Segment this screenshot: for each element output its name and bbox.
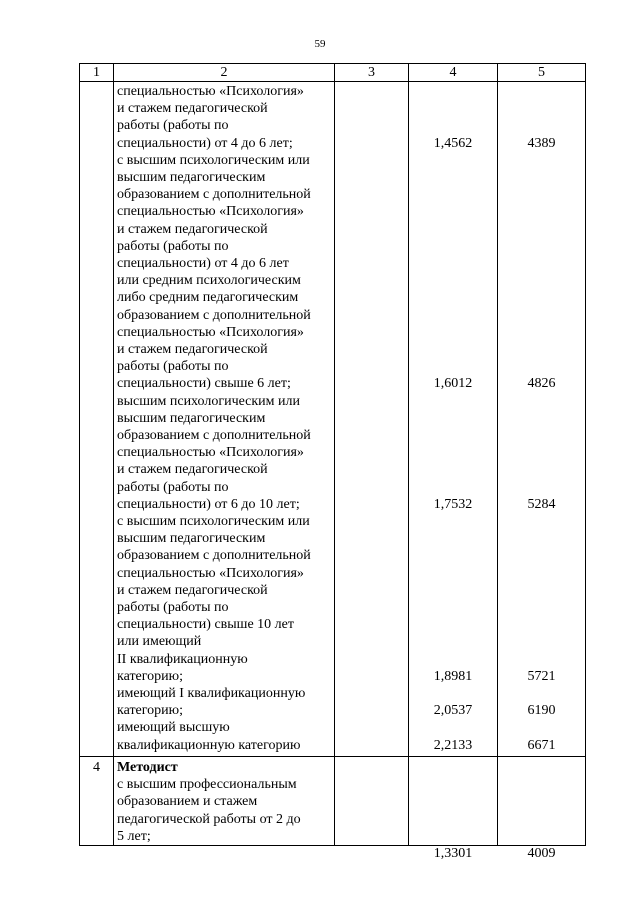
row-divider <box>79 756 586 757</box>
header-col-2: 2 <box>220 65 228 80</box>
continuation-text-line: работы (работы по <box>117 359 229 375</box>
continuation-text-line: и стажем педагогической <box>117 342 268 357</box>
metodist-text-line: 5 лет; <box>117 828 151 844</box>
continuation-text-line: образованием с дополнительной <box>117 548 311 564</box>
continuation-text-line: квалификационную категорию <box>117 737 301 753</box>
continuation-text-line: образованием с дополнительной <box>117 187 311 203</box>
page-number: 59 <box>314 38 326 50</box>
continuation-text-line: имеющий I квалификационную <box>117 686 306 701</box>
continuation-text-line: специальностью «Психология» <box>117 445 304 461</box>
continuation-text-line: специальности) от 6 до 10 лет; <box>117 496 300 512</box>
continuation-coefficient: 1,6012 <box>433 376 473 392</box>
continuation-text-line: специальности) от 4 до 6 лет <box>117 256 289 271</box>
continuation-text-line: и стажем педагогической <box>117 101 268 117</box>
continuation-text-line: работы (работы по <box>117 479 229 495</box>
continuation-coefficient: 1,8981 <box>433 668 473 684</box>
position-title-metodist: Методист <box>117 760 178 775</box>
continuation-text-line: специальностью «Психология» <box>117 84 304 99</box>
continuation-text-line: либо средним педагогическим <box>117 290 299 306</box>
metodist-salary: 4009 <box>527 846 556 861</box>
row-number-metodist: 4 <box>93 760 100 775</box>
header-col-3: 3 <box>368 65 375 80</box>
continuation-text-line: специальности) свыше 10 лет <box>117 617 294 633</box>
continuation-salary: 6190 <box>527 703 556 719</box>
header-col-5: 5 <box>538 65 545 80</box>
continuation-text-line: имеющий высшую <box>117 720 230 736</box>
continuation-text-line: высшим педагогическим <box>117 531 266 547</box>
continuation-text-line: образованием с дополнительной <box>117 307 311 323</box>
continuation-text-line: и стажем педагогической <box>117 462 268 478</box>
continuation-text-line: II квалификационную <box>117 651 248 667</box>
metodist-text-line: образованием и стажем <box>117 794 258 810</box>
continuation-salary: 4389 <box>527 135 556 151</box>
col-border-4 <box>497 63 498 846</box>
continuation-text-line: или средним психологическим <box>117 273 301 289</box>
header-col-1: 1 <box>93 65 100 80</box>
continuation-salary: 6671 <box>527 737 556 753</box>
continuation-text-line: специальностью «Психология» <box>117 565 304 581</box>
continuation-text-line: или имеющий <box>117 634 202 650</box>
continuation-text-line: категорию; <box>117 703 184 719</box>
continuation-text-line: специальности) свыше 6 лет; <box>117 376 291 392</box>
continuation-text-line: и стажем педагогической <box>117 221 268 237</box>
header-col-4: 4 <box>449 65 457 80</box>
continuation-text-line: образованием с дополнительной <box>117 428 311 443</box>
continuation-coefficient: 2,0537 <box>433 703 473 719</box>
continuation-salary: 4826 <box>527 376 556 392</box>
continuation-text-line: работы (работы по <box>117 600 229 615</box>
continuation-text-line: высшим педагогическим <box>117 170 266 185</box>
continuation-text-line: специальностью «Психология» <box>117 204 304 220</box>
continuation-coefficient: 1,7532 <box>433 496 473 512</box>
metodist-text-line: с высшим профессиональным <box>117 777 297 793</box>
col-border-2 <box>334 63 335 846</box>
continuation-text-line: с высшим психологическим или <box>117 514 310 529</box>
continuation-salary: 5721 <box>527 668 556 684</box>
continuation-text-line: категорию; <box>117 668 184 684</box>
continuation-text-line: работы (работы по <box>117 238 229 254</box>
col-border-0 <box>79 63 80 846</box>
header-bottom-border <box>79 81 586 82</box>
continuation-text-line: с высшим психологическим или <box>117 152 310 168</box>
metodist-coefficient: 1,3301 <box>433 846 473 861</box>
continuation-text-line: высшим психологическим или <box>117 393 301 409</box>
continuation-coefficient: 1,4562 <box>433 135 473 151</box>
continuation-text-line: специальности) от 4 до 6 лет; <box>117 135 293 151</box>
continuation-salary: 5284 <box>527 496 556 512</box>
col-border-3 <box>408 63 409 846</box>
continuation-text-line: специальностью «Психология» <box>117 324 304 340</box>
col-border-5 <box>585 63 586 846</box>
continuation-text-line: и стажем педагогической <box>117 582 268 598</box>
continuation-coefficient: 2,2133 <box>433 737 473 753</box>
col-border-1 <box>113 63 114 846</box>
continuation-text-line: работы (работы по <box>117 118 229 134</box>
metodist-text-line: педагогической работы от 2 до <box>117 811 301 827</box>
continuation-text-line: высшим педагогическим <box>117 410 266 426</box>
